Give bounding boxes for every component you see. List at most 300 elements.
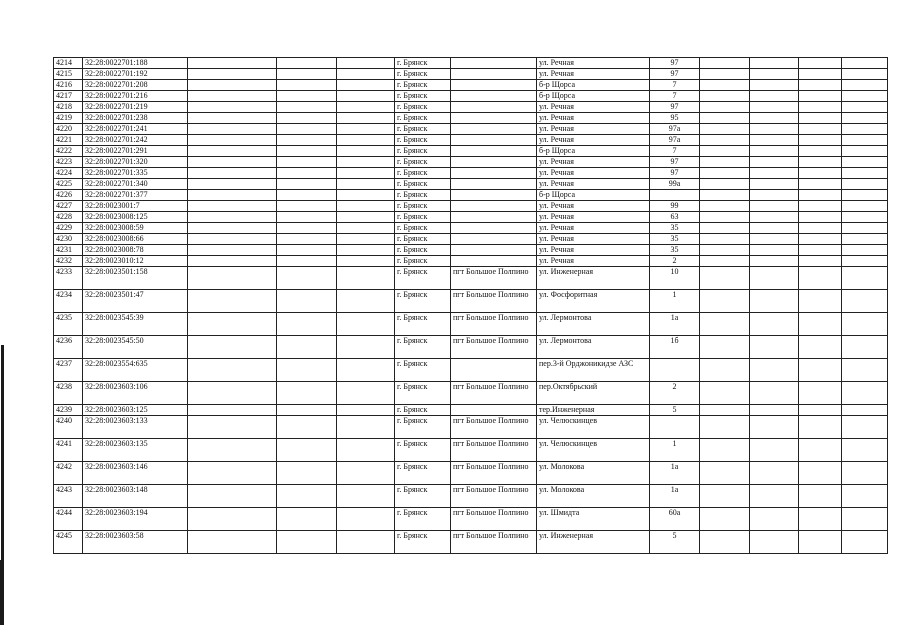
city-cell: г. Брянск — [395, 531, 451, 554]
street-cell: ул. Речная — [537, 256, 650, 267]
empty-cell — [277, 135, 337, 146]
row-number-cell: 4242 — [54, 462, 83, 485]
empty-cell — [337, 190, 395, 201]
street-cell: ул. Молокова — [537, 462, 650, 485]
empty-cell — [799, 359, 842, 382]
house-number-cell: 97а — [650, 135, 700, 146]
row-number-cell: 4245 — [54, 531, 83, 554]
street-cell: ул. Челюскинцев — [537, 439, 650, 462]
empty-cell — [188, 359, 277, 382]
empty-cell — [750, 313, 799, 336]
empty-cell — [188, 290, 277, 313]
cadastral-number-cell: 32:28:0022701:238 — [83, 113, 188, 124]
cadastral-number-cell: 32:28:0022701:335 — [83, 168, 188, 179]
empty-cell — [842, 256, 888, 267]
empty-cell — [188, 485, 277, 508]
empty-cell — [277, 336, 337, 359]
settlement-cell — [451, 359, 537, 382]
empty-cell — [750, 212, 799, 223]
empty-cell — [700, 245, 750, 256]
empty-cell — [277, 124, 337, 135]
street-cell: пер.Октябрьский — [537, 382, 650, 405]
city-cell: г. Брянск — [395, 439, 451, 462]
empty-cell — [337, 234, 395, 245]
table-row — [54, 256, 888, 267]
city-cell: г. Брянск — [395, 58, 451, 69]
empty-cell — [277, 80, 337, 91]
empty-cell — [700, 462, 750, 485]
street-cell: ул. Речная — [537, 157, 650, 168]
table-row — [54, 157, 888, 168]
cadastral-number-cell: 32:28:0022701:340 — [83, 179, 188, 190]
table-row — [54, 168, 888, 179]
street-cell: ул. Лермонтова — [537, 313, 650, 336]
house-number-cell: 1а — [650, 462, 700, 485]
empty-cell — [337, 313, 395, 336]
settlement-cell — [451, 91, 537, 102]
street-cell: ул. Речная — [537, 124, 650, 135]
empty-cell — [337, 157, 395, 168]
row-number-cell: 4236 — [54, 336, 83, 359]
city-cell: г. Брянск — [395, 146, 451, 157]
empty-cell — [700, 146, 750, 157]
empty-cell — [188, 245, 277, 256]
house-number-cell: 97 — [650, 168, 700, 179]
empty-cell — [700, 359, 750, 382]
empty-cell — [842, 439, 888, 462]
row-number-cell: 4228 — [54, 212, 83, 223]
cadastral-number-cell: 32:28:0023603:133 — [83, 416, 188, 439]
table-row — [54, 508, 888, 531]
house-number-cell: 1 — [650, 439, 700, 462]
city-cell: г. Брянск — [395, 416, 451, 439]
scan-edge-mark — [1, 345, 4, 560]
empty-cell — [337, 113, 395, 124]
empty-cell — [799, 245, 842, 256]
settlement-cell — [451, 58, 537, 69]
cadastral-number-cell: 32:28:0023008:125 — [83, 212, 188, 223]
empty-cell — [842, 113, 888, 124]
street-cell: ул. Речная — [537, 58, 650, 69]
street-cell: б-р Щорса — [537, 80, 650, 91]
cadastral-number-cell: 32:28:0023603:148 — [83, 485, 188, 508]
empty-cell — [799, 416, 842, 439]
empty-cell — [750, 462, 799, 485]
empty-cell — [750, 485, 799, 508]
empty-cell — [842, 80, 888, 91]
empty-cell — [188, 336, 277, 359]
empty-cell — [277, 405, 337, 416]
street-cell: ул. Лермонтова — [537, 336, 650, 359]
empty-cell — [277, 190, 337, 201]
empty-cell — [799, 439, 842, 462]
row-number-cell: 4224 — [54, 168, 83, 179]
city-cell: г. Брянск — [395, 168, 451, 179]
table-row — [54, 313, 888, 336]
cadastral-number-cell: 32:28:0023545:39 — [83, 313, 188, 336]
street-cell: ул. Челюскинцев — [537, 416, 650, 439]
row-number-cell: 4244 — [54, 508, 83, 531]
street-cell: ул. Речная — [537, 234, 650, 245]
empty-cell — [188, 135, 277, 146]
street-cell: ул. Речная — [537, 168, 650, 179]
empty-cell — [277, 91, 337, 102]
empty-cell — [842, 124, 888, 135]
row-number-cell: 4230 — [54, 234, 83, 245]
cadastral-number-cell: 32:28:0022701:320 — [83, 157, 188, 168]
street-cell: ул. Речная — [537, 135, 650, 146]
empty-cell — [750, 416, 799, 439]
cadastral-registry-table — [53, 57, 888, 554]
cadastral-number-cell: 32:28:0023008:59 — [83, 223, 188, 234]
empty-cell — [842, 212, 888, 223]
row-number-cell: 4243 — [54, 485, 83, 508]
settlement-cell: пгт Большое Полпино — [451, 508, 537, 531]
settlement-cell: пгт Большое Полпино — [451, 416, 537, 439]
empty-cell — [700, 313, 750, 336]
table-row — [54, 245, 888, 256]
city-cell: г. Брянск — [395, 485, 451, 508]
empty-cell — [842, 508, 888, 531]
empty-cell — [337, 439, 395, 462]
empty-cell — [700, 416, 750, 439]
table-row — [54, 439, 888, 462]
empty-cell — [337, 69, 395, 80]
city-cell: г. Брянск — [395, 124, 451, 135]
empty-cell — [337, 212, 395, 223]
empty-cell — [700, 256, 750, 267]
empty-cell — [842, 405, 888, 416]
empty-cell — [750, 190, 799, 201]
cadastral-number-cell: 32:28:0023603:106 — [83, 382, 188, 405]
empty-cell — [277, 359, 337, 382]
city-cell: г. Брянск — [395, 234, 451, 245]
house-number-cell — [650, 190, 700, 201]
city-cell: г. Брянск — [395, 313, 451, 336]
table-row — [54, 223, 888, 234]
empty-cell — [277, 382, 337, 405]
settlement-cell: пгт Большое Полпино — [451, 290, 537, 313]
empty-cell — [277, 462, 337, 485]
empty-cell — [842, 267, 888, 290]
empty-cell — [750, 290, 799, 313]
empty-cell — [277, 146, 337, 157]
empty-cell — [277, 439, 337, 462]
empty-cell — [799, 91, 842, 102]
city-cell: г. Брянск — [395, 462, 451, 485]
cadastral-number-cell: 32:28:0022701:216 — [83, 91, 188, 102]
street-cell: ул. Речная — [537, 245, 650, 256]
empty-cell — [337, 267, 395, 290]
cadastral-number-cell: 32:28:0022701:219 — [83, 102, 188, 113]
empty-cell — [842, 201, 888, 212]
empty-cell — [337, 223, 395, 234]
empty-cell — [188, 179, 277, 190]
settlement-cell: пгт Большое Полпино — [451, 531, 537, 554]
registry-body — [54, 58, 888, 554]
table-row — [54, 201, 888, 212]
row-number-cell: 4240 — [54, 416, 83, 439]
empty-cell — [799, 531, 842, 554]
house-number-cell: 99а — [650, 179, 700, 190]
empty-cell — [277, 508, 337, 531]
street-cell: ул. Фосфоритная — [537, 290, 650, 313]
street-cell: ул. Инженерная — [537, 267, 650, 290]
empty-cell — [799, 405, 842, 416]
house-number-cell: 7 — [650, 146, 700, 157]
street-cell: тер.Инженерная — [537, 405, 650, 416]
empty-cell — [842, 245, 888, 256]
house-number-cell: 7 — [650, 80, 700, 91]
empty-cell — [700, 168, 750, 179]
empty-cell — [750, 179, 799, 190]
cadastral-number-cell: 32:28:0022701:192 — [83, 69, 188, 80]
empty-cell — [277, 313, 337, 336]
house-number-cell: 2 — [650, 256, 700, 267]
settlement-cell: пгт Большое Полпино — [451, 462, 537, 485]
empty-cell — [842, 485, 888, 508]
table-row — [54, 190, 888, 201]
empty-cell — [337, 58, 395, 69]
empty-cell — [750, 336, 799, 359]
cadastral-number-cell: 32:28:0023554:635 — [83, 359, 188, 382]
empty-cell — [842, 102, 888, 113]
house-number-cell: 10 — [650, 267, 700, 290]
table-row — [54, 58, 888, 69]
settlement-cell — [451, 146, 537, 157]
cadastral-number-cell: 32:28:0022701:241 — [83, 124, 188, 135]
empty-cell — [750, 69, 799, 80]
empty-cell — [842, 135, 888, 146]
row-number-cell: 4223 — [54, 157, 83, 168]
empty-cell — [700, 201, 750, 212]
house-number-cell: 7 — [650, 91, 700, 102]
street-cell: ул. Речная — [537, 113, 650, 124]
row-number-cell: 4237 — [54, 359, 83, 382]
empty-cell — [842, 359, 888, 382]
empty-cell — [799, 290, 842, 313]
empty-cell — [799, 223, 842, 234]
empty-cell — [700, 382, 750, 405]
cadastral-number-cell: 32:28:0023501:47 — [83, 290, 188, 313]
settlement-cell — [451, 190, 537, 201]
empty-cell — [842, 91, 888, 102]
empty-cell — [188, 405, 277, 416]
empty-cell — [337, 146, 395, 157]
cadastral-number-cell: 32:28:0023603:194 — [83, 508, 188, 531]
row-number-cell: 4235 — [54, 313, 83, 336]
empty-cell — [750, 102, 799, 113]
settlement-cell — [451, 256, 537, 267]
empty-cell — [337, 416, 395, 439]
empty-cell — [188, 256, 277, 267]
empty-cell — [700, 405, 750, 416]
street-cell: ул. Речная — [537, 201, 650, 212]
table-row — [54, 267, 888, 290]
table-row — [54, 102, 888, 113]
row-number-cell: 4229 — [54, 223, 83, 234]
settlement-cell — [451, 124, 537, 135]
empty-cell — [337, 102, 395, 113]
empty-cell — [337, 405, 395, 416]
house-number-cell: 35 — [650, 234, 700, 245]
street-cell: ул. Молокова — [537, 485, 650, 508]
empty-cell — [337, 508, 395, 531]
empty-cell — [277, 416, 337, 439]
empty-cell — [842, 58, 888, 69]
row-number-cell: 4221 — [54, 135, 83, 146]
empty-cell — [750, 135, 799, 146]
cadastral-number-cell: 32:28:0023603:135 — [83, 439, 188, 462]
empty-cell — [700, 531, 750, 554]
empty-cell — [799, 58, 842, 69]
table-row — [54, 91, 888, 102]
empty-cell — [842, 531, 888, 554]
empty-cell — [188, 223, 277, 234]
cadastral-number-cell: 32:28:0023603:58 — [83, 531, 188, 554]
settlement-cell: пгт Большое Полпино — [451, 485, 537, 508]
empty-cell — [750, 508, 799, 531]
empty-cell — [700, 190, 750, 201]
street-cell: ул. Речная — [537, 69, 650, 80]
empty-cell — [799, 212, 842, 223]
table-row — [54, 80, 888, 91]
city-cell: г. Брянск — [395, 201, 451, 212]
empty-cell — [799, 135, 842, 146]
city-cell: г. Брянск — [395, 336, 451, 359]
empty-cell — [799, 267, 842, 290]
empty-cell — [750, 256, 799, 267]
table-row — [54, 234, 888, 245]
city-cell: г. Брянск — [395, 135, 451, 146]
empty-cell — [700, 179, 750, 190]
empty-cell — [277, 58, 337, 69]
row-number-cell: 4220 — [54, 124, 83, 135]
empty-cell — [337, 179, 395, 190]
row-number-cell: 4219 — [54, 113, 83, 124]
empty-cell — [188, 91, 277, 102]
table-row — [54, 336, 888, 359]
empty-cell — [337, 359, 395, 382]
empty-cell — [188, 168, 277, 179]
city-cell: г. Брянск — [395, 223, 451, 234]
empty-cell — [700, 290, 750, 313]
street-cell: ул. Речная — [537, 102, 650, 113]
row-number-cell: 4222 — [54, 146, 83, 157]
row-number-cell: 4232 — [54, 256, 83, 267]
empty-cell — [337, 485, 395, 508]
empty-cell — [188, 124, 277, 135]
settlement-cell — [451, 80, 537, 91]
settlement-cell — [451, 168, 537, 179]
empty-cell — [337, 531, 395, 554]
empty-cell — [700, 58, 750, 69]
street-cell: б-р Щорса — [537, 91, 650, 102]
house-number-cell: 63 — [650, 212, 700, 223]
empty-cell — [842, 190, 888, 201]
row-number-cell: 4217 — [54, 91, 83, 102]
empty-cell — [337, 135, 395, 146]
cadastral-number-cell: 32:28:0022701:291 — [83, 146, 188, 157]
empty-cell — [799, 102, 842, 113]
table-row — [54, 135, 888, 146]
city-cell: г. Брянск — [395, 157, 451, 168]
table-row — [54, 146, 888, 157]
empty-cell — [188, 201, 277, 212]
empty-cell — [750, 113, 799, 124]
city-cell: г. Брянск — [395, 80, 451, 91]
house-number-cell: 97 — [650, 58, 700, 69]
row-number-cell: 4241 — [54, 439, 83, 462]
empty-cell — [337, 201, 395, 212]
cadastral-number-cell: 32:28:0023545:50 — [83, 336, 188, 359]
row-number-cell: 4225 — [54, 179, 83, 190]
empty-cell — [188, 102, 277, 113]
empty-cell — [799, 256, 842, 267]
empty-cell — [750, 80, 799, 91]
empty-cell — [750, 267, 799, 290]
empty-cell — [799, 157, 842, 168]
empty-cell — [277, 234, 337, 245]
empty-cell — [188, 531, 277, 554]
row-number-cell: 4227 — [54, 201, 83, 212]
row-number-cell: 4218 — [54, 102, 83, 113]
settlement-cell — [451, 179, 537, 190]
city-cell: г. Брянск — [395, 212, 451, 223]
city-cell: г. Брянск — [395, 508, 451, 531]
empty-cell — [750, 405, 799, 416]
street-cell: пер.3-й Орджоникидзе АЗС — [537, 359, 650, 382]
street-cell: ул. Речная — [537, 212, 650, 223]
empty-cell — [842, 313, 888, 336]
empty-cell — [842, 290, 888, 313]
empty-cell — [799, 190, 842, 201]
city-cell: г. Брянск — [395, 405, 451, 416]
table-row — [54, 69, 888, 80]
empty-cell — [750, 439, 799, 462]
empty-cell — [750, 91, 799, 102]
row-number-cell: 4214 — [54, 58, 83, 69]
scan-edge-mark — [0, 560, 4, 625]
empty-cell — [700, 212, 750, 223]
house-number-cell: 97 — [650, 157, 700, 168]
empty-cell — [799, 313, 842, 336]
empty-cell — [750, 382, 799, 405]
empty-cell — [799, 69, 842, 80]
empty-cell — [277, 201, 337, 212]
cadastral-number-cell: 32:28:0022701:377 — [83, 190, 188, 201]
settlement-cell — [451, 223, 537, 234]
cadastral-number-cell: 32:28:0023603:125 — [83, 405, 188, 416]
empty-cell — [799, 80, 842, 91]
house-number-cell: 99 — [650, 201, 700, 212]
settlement-cell: пгт Большое Полпино — [451, 267, 537, 290]
empty-cell — [842, 382, 888, 405]
empty-cell — [700, 91, 750, 102]
empty-cell — [750, 531, 799, 554]
table-row — [54, 124, 888, 135]
empty-cell — [700, 69, 750, 80]
empty-cell — [700, 113, 750, 124]
settlement-cell — [451, 113, 537, 124]
house-number-cell: 1 — [650, 290, 700, 313]
empty-cell — [700, 439, 750, 462]
settlement-cell: пгт Большое Полпино — [451, 382, 537, 405]
settlement-cell — [451, 135, 537, 146]
empty-cell — [842, 234, 888, 245]
empty-cell — [337, 382, 395, 405]
house-number-cell: 1а — [650, 313, 700, 336]
